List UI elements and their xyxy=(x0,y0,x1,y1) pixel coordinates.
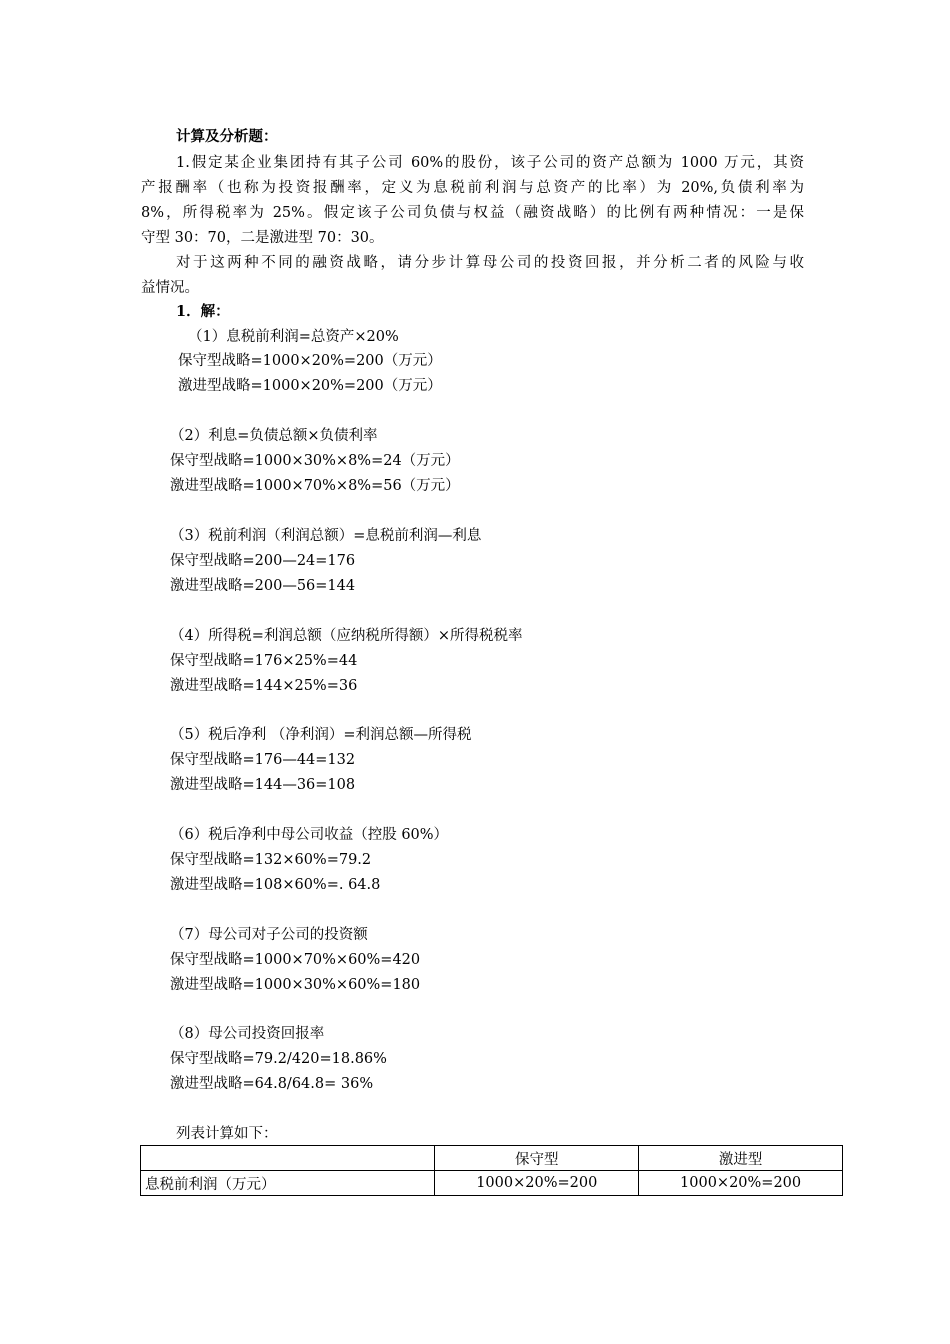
step-conservative: 保守型战略=176×25%=44 xyxy=(170,653,358,669)
step-title: （2）利息=负债总额×负债利率 xyxy=(170,428,378,444)
table-header-row xyxy=(141,1146,843,1171)
table-header-cell xyxy=(141,1146,435,1171)
step-aggressive: 激进型战略=1000×70%×8%=56（万元） xyxy=(170,478,460,494)
table-cell: 息税前利润（万元） xyxy=(141,1171,435,1196)
table-row xyxy=(141,1171,843,1196)
question-line: 益情况。 xyxy=(141,280,199,296)
step-title: （3）税前利润（利润总额）=息税前利润—利息 xyxy=(170,528,482,544)
step-conservative: 保守型战略=200—24=176 xyxy=(170,553,356,569)
step-conservative: 保守型战略=176—44=132 xyxy=(170,752,356,768)
step-title: （5）税后净利 （净利润）=利润总额—所得税 xyxy=(170,727,472,743)
step-conservative: 保守型战略=1000×70%×60%=420 xyxy=(170,952,421,968)
step-aggressive: 激进型战略=200—56=144 xyxy=(170,578,356,594)
problem-line: 1.假定某企业集团持有其子公司 60%的股份，该子公司的资产总额为 1000 万元，其资 xyxy=(176,155,804,171)
step-aggressive: 激进型战略=144—36=108 xyxy=(170,777,356,793)
problem-line: 守型 30：70，二是激进型 70：30。 xyxy=(141,230,384,246)
step-conservative: 保守型战略=132×60%=79.2 xyxy=(170,852,372,868)
step-title: （8）母公司投资回报率 xyxy=(170,1026,325,1042)
step-aggressive: 激进型战略=1000×20%=200（万元） xyxy=(178,378,442,394)
table-header-cell: 保守型 xyxy=(435,1146,639,1171)
step-conservative: 保守型战略=79.2/420=18.86% xyxy=(170,1051,387,1067)
step-title: （4）所得税=利润总额（应纳税所得额）×所得税税率 xyxy=(170,628,523,644)
solution-heading: 1．解： xyxy=(176,303,230,320)
step-aggressive: 激进型战略=108×60%=. 64.8 xyxy=(170,877,381,893)
step-conservative: 保守型战略=1000×20%=200（万元） xyxy=(178,353,442,369)
step-title: （6）税后净利中母公司收益（控股 60%） xyxy=(170,827,449,843)
question-line: 对于这两种不同的融资战略，请分步计算母公司的投资回报，并分析二者的风险与收 xyxy=(176,255,804,271)
step-aggressive: 激进型战略=144×25%=36 xyxy=(170,678,358,694)
table-header-cell: 激进型 xyxy=(639,1146,843,1171)
table-cell: 1000×20%=200 xyxy=(639,1171,843,1196)
step-title: （1）息税前利润=总资产×20% xyxy=(188,329,399,345)
table-cell: 1000×20%=200 xyxy=(435,1171,639,1196)
step-aggressive: 激进型战略=64.8/64.8= 36% xyxy=(170,1076,374,1092)
calculation-table xyxy=(140,1145,843,1196)
table-intro: 列表计算如下： xyxy=(176,1126,278,1142)
problem-line: 产报酬率（也称为投资报酬率，定义为息税前利润与总资产的比率）为 20%,负债利率为 xyxy=(141,180,804,196)
step-aggressive: 激进型战略=1000×30%×60%=180 xyxy=(170,977,421,993)
step-conservative: 保守型战略=1000×30%×8%=24（万元） xyxy=(170,453,460,469)
section-title: 计算及分析题： xyxy=(176,128,278,145)
problem-line: 8%，所得税率为 25%。假定该子公司负债与权益（融资战略）的比例有两种情况：一是保 xyxy=(141,205,804,221)
step-title: （7）母公司对子公司的投资额 xyxy=(170,927,368,943)
